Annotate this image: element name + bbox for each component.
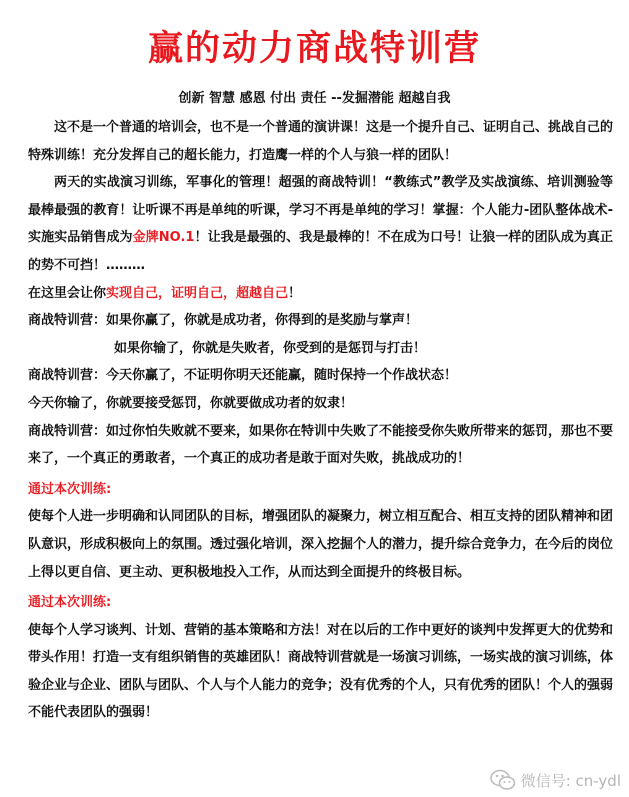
intro2-highlight: 金牌NO.1 — [132, 230, 195, 246]
fear-paragraph: 商战特训营：如过你怕失败就不要来，如果你在特训中失败了不能接受你失败所带来的惩罚，那也不要来了，一个真正的勇敢者，一个真正的成功者是敢于面对失败，挑战成功的！ — [28, 423, 614, 467]
promise-line — [28, 280, 613, 308]
promise-text-b: ！ — [288, 285, 302, 301]
section-heading-2: 通过本次训练: — [28, 595, 112, 611]
watermark-text: 微信号: cn-ydl — [520, 771, 621, 790]
lose-line: 如果你输了，你就是失败者，你受到的是惩罚与打击！ — [114, 340, 427, 356]
section-heading-1: 通过本次训练: — [28, 481, 112, 497]
intro-paragraph-1: 这不是一个普通的培训会，也不是一个普通的演讲课！这是一个提升自己、证明自己、挑战自己的特殊训练！充分发挥自己的超长能力，打造鹰一样的个人与狼一样的团队！ — [28, 120, 614, 163]
promise-text-a: 在这里会让你 — [28, 285, 107, 301]
watermark — [490, 767, 621, 793]
subtitle: 创新 智慧 感恩 付出 责任 --发掘潜能 超越自我 — [178, 91, 451, 106]
today-lose-line: 今天你输了，你就要接受惩罚，你就要做成功者的奴隶！ — [28, 395, 354, 411]
section-text-2: 使每个人学习谈判、计划、营销的基本策略和方法！对在以后的工作中更好的谈判中发挥更大的优势和带头作用！打造一支有组织销售的英雄团队！商战特训营就是一场演习训练，一场实战的演习训练，体验企业与企业、团队与团队、个人与个人能力的竞争；没有优秀的个人，只有优秀的团队！个人的强弱不能代表团队的强弱！ — [28, 622, 614, 721]
promise-highlight: 实现自己，证明自己，超越自己 — [106, 285, 289, 301]
intro2-text-b: ！让我是最强的、我是最棒的！不在成为口号！让狼一样的团队成为真正的势不可挡！……… — [28, 230, 613, 273]
today-win-line: 商战特训营：今天你赢了，不证明你明天还能赢，随时保持一个作战状态！ — [28, 368, 458, 384]
win-line: 商战特训营：如果你赢了，你就是成功者，你得到的是奖励与掌声！ — [28, 313, 419, 329]
section-text-1: 使每个人进一步明确和认同团队的目标，增强团队的凝聚力，树立相互配合、相互支持的团队精神和团队意识，形成积极向上的氛围。透过强化培训，深入挖掘个人的潜力，提升综合竞争力，在今后的岗位上得以更自信、更主动、更积极地投入工作，从而达到全面提升的终极目标。 — [28, 509, 614, 580]
wechat-icon — [490, 769, 516, 791]
intro-paragraph-2 — [28, 169, 613, 279]
document-body — [28, 114, 613, 727]
intro2-text-a: 两天的实战演习训练，军事化的管理！超强的商战特训！“教练式”教学及实战演练、培训测验等最棒最强的教育！让听课不再是单纯的听课，学习不再是单纯的学习！掌握：个人能力-团队整体战术-实施实品销售成为 — [28, 175, 613, 246]
page-title: 赢的动力商战特训营 — [147, 28, 481, 69]
